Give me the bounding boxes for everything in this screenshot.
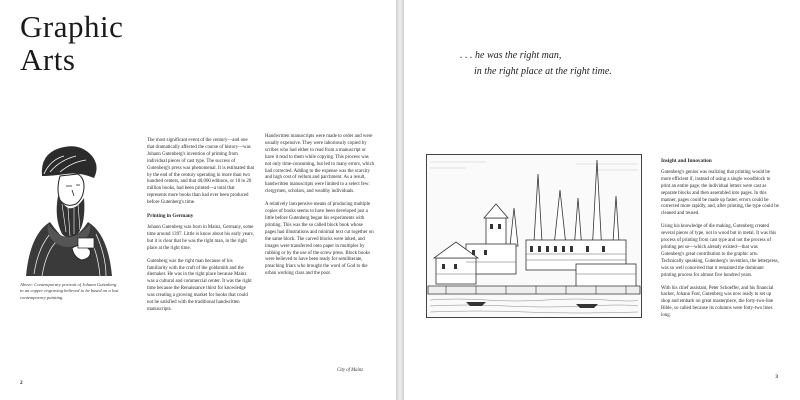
book-gutter [396, 0, 404, 400]
section-heading: Insight and Innovation [661, 158, 712, 164]
paragraph: Using his knowledge of die making, Gutenberg created several pieces of type, not in wood but in metal. It was this process of printing from cast type and not the process of printing per se—which already existed—that was Gutenberg's great contribution to the graphic arts. Technically speaking, Gutenberg's invention, the letterpress, was so well conceived that it remained the dominant printing process for almost five hundred years. [661, 224, 779, 278]
paragraph: A relatively inexpensive means of producing multiple copies of books seems to have been developed just a little before Gutenberg began his experiments with printing. This was the so called block book whose pages had illustrations and minimal text cut together on the same block. The carved blocks were inked, and images were transferred onto paper in multiples by rubbing or by the use of the screw press. Block books were believed to have been ready for semiliterate, preaching friars who brought the word of God to the urban working class and the poor. [265, 202, 374, 277]
page-title [20, 10, 123, 76]
section-heading: Printing in Germany [147, 213, 194, 220]
text-column-2 [265, 134, 375, 284]
paragraph: The most significant event of the century—and one that dramatically affected the course of history—was Johann Gutenberg's invention of printing from individual pieces of cast type. The success of Gutenberg's press was phenomenal. It is estimated that by the end of the century operating in more than two hundred centers, and that 40,000 editions, or 10 to 20 million books, had been printed—a total that represents more books than had ever been produced before Gutenberg's time. [147, 138, 255, 206]
gutenberg-portrait-illustration [20, 138, 115, 278]
title-line-1: Graphic [20, 9, 124, 44]
left-page [0, 0, 396, 400]
title-line-2: Arts [20, 42, 76, 77]
paragraph: Johann Gutenberg was born in Mainz, Germany, some time around 1397. Little is know about his early years, but it is clear that he was the right man, in the right place at the right time. [147, 224, 254, 251]
paragraph: Gutenberg's genius was realizing that printing would be more efficient if, instead of using a single woodblock to print an entire page, the individual letters were cast as separate blocks and then assembled into pages. In this manner, pages could be made up faster, errors could be corrected more rapidly, and, after printing, the type could be cleaned and reused. [661, 169, 779, 217]
text-column-3 [661, 158, 779, 326]
paragraph: Handwritten manuscripts were made to order and were usually expensive. They were laboriously copied by scribes who had either to read from a manuscript or have it read to them while copying. This process was not only time-consuming, but led to many errors, which had corrected. Adding to the expense was the scarcity and high cost of vellum and parchment. As a result, handwritten manuscripts were limited to a select few: clergymen, scholars, and wealthy individuals. [265, 134, 375, 195]
quote-line-2: in the right place at the right time. [474, 66, 612, 77]
paragraph: Gutenberg was the right man because of his familiarity with the craft of the goldsmith and the diemaker. He was in the right place because Mainz was a cultural and commercial center. It was the right time because the Renaissance thirst for knowledge was creating a growing market for books that could not be satisfied with the traditional handwritten manuscripts. [147, 258, 252, 312]
city-of-mainz-woodcut [426, 154, 642, 318]
text-column-1 [147, 138, 254, 320]
woodcut-caption: City of Mainz [337, 368, 364, 373]
page-number: 3 [775, 374, 778, 380]
paragraph: With his chief assistant, Peter Schoeffer, and his financial backer, Johann Fust, Gutenberg was now ready to set up shop and embark on great masterpiece, the forty-two-line Bible, so called because its columns were forty-two lines long. [661, 285, 774, 319]
portrait-caption: Above: Contemporary portrait of Johann Gutenberg in an copper engraving believed to be based on a lost contemporary painting. [20, 282, 119, 300]
right-page [404, 0, 800, 400]
pull-quote [460, 48, 612, 80]
page-number: 2 [20, 380, 23, 386]
quote-line-1: . . . he was the right man, [460, 50, 562, 61]
